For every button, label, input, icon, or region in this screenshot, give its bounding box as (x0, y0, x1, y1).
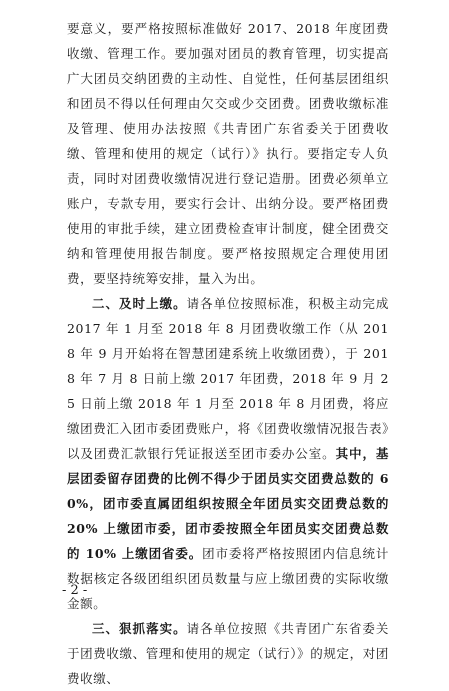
paragraph-implementation (67, 616, 389, 691)
section-text-verification: 团市委将严格按照团内信息统计数据核定各级团组织团员数量与应上缴团费的实际收缴金额。 (67, 546, 389, 611)
section-bold-ratio-text: 其中，基层团委留存团费的比例不得少于团员实交团费总数的 60%，团市委直属团组织按照全年团员实交团费总数的 20% 上缴团市委，团市委按照全年团员实交团费总数的 10% 上缴团省委。 (67, 446, 389, 561)
page-number: - 2 - (62, 583, 88, 598)
section-text-timely-payment: 请各单位按照标准，积极主动完成 2017 年 1 月至 2018 年 8 月团费收缴工作（从 2018 年 9 月开始将在智慧团建系统上收缴团费），于 2018 年 7 月 8 日前上缴 2017 年团费，2018 年 9 月 25 日前上缴 2018 年 1 月至 2018 年 8 月团费，将应缴团费汇入团市委团费账户，将《团费收缴情况报告表》以及团费汇款银行凭证报送至团市委办公室。 (67, 296, 389, 461)
section-text-implementation: 请各单位按照《共青团广东省委关于团费收缴、管理和使用的规定（试行）》的规定，对团费收缴、 (67, 621, 389, 686)
section-heading-timely-payment: 二、及时上缴。 (92, 296, 187, 311)
paragraph-timely-payment (67, 291, 389, 616)
document-body (67, 16, 389, 691)
paragraph-continuation: 要意义，要严格按照标准做好 2017、2018 年度团费收缴、管理工作。要加强对团员的教育管理，切实提高广大团员交纳团费的主动性、自觉性，任何基层团组织和团员不得以任何理由欠交或少交团费。团费收缴标准及管理、使用办法按照《共青团广东省委关于团费收缴、管理和使用的规定（试行）》执行。要指定专人负责，同时对团费收缴情况进行登记造册。团费必须单立账户，专款专用，要实行会计、出纳分设。要严格团费使用的审批手续，建立团费检查审计制度，健全团费交纳和管理使用报告制度。要严格按照规定合理使用团费，要坚持统筹安排，量入为出。 (67, 21, 389, 286)
section-heading-implementation: 三、狠抓落实。 (92, 621, 187, 636)
